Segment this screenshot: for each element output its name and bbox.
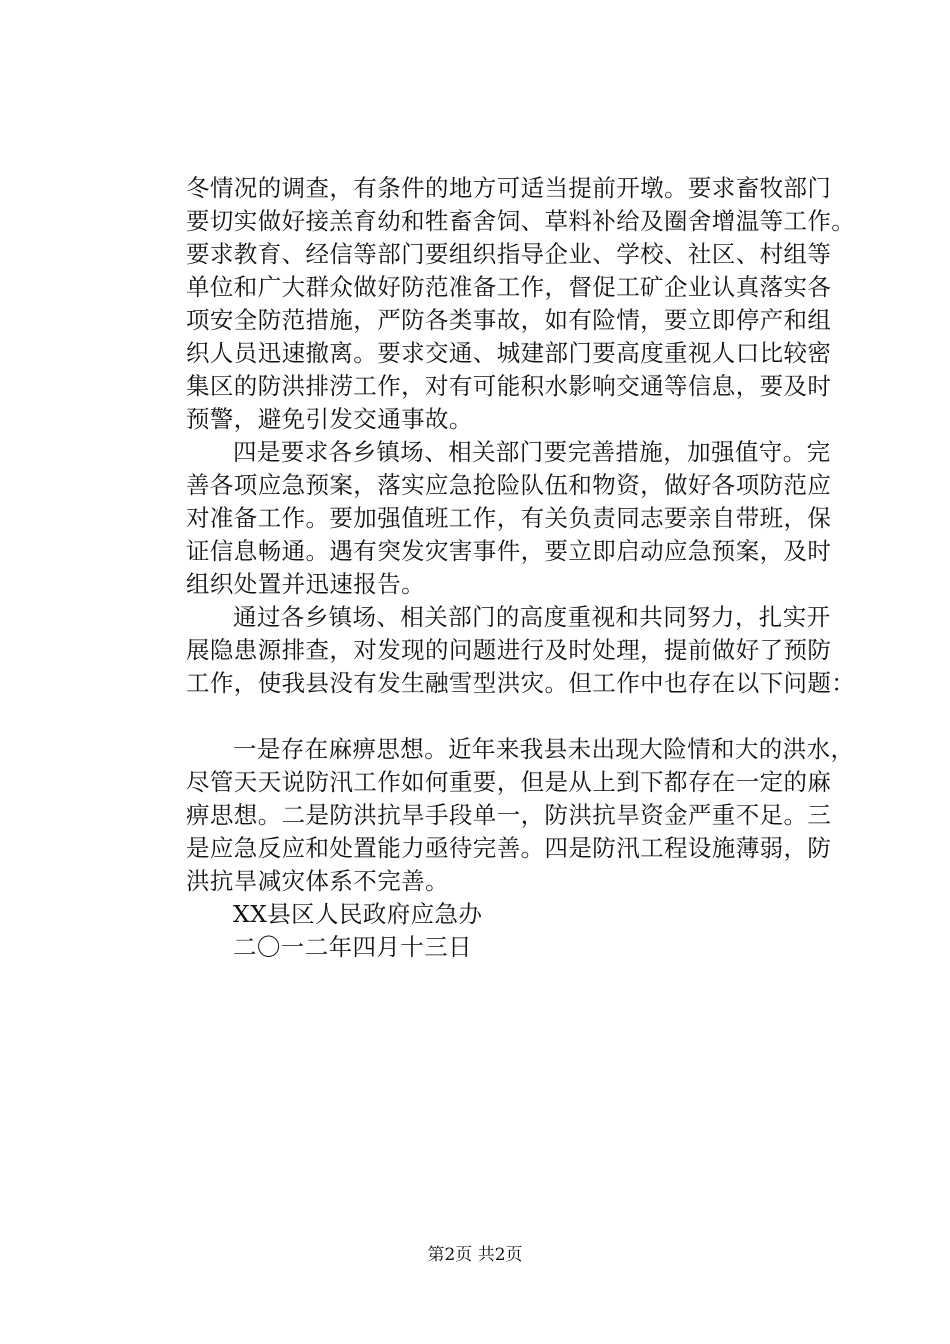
text-line: 冬情况的调查，有条件的地方可适当提前开墩。要求畜牧部门 [186,174,832,202]
text-line: 组织处置并迅速报告。 [186,570,425,598]
text-line: 痹思想。二是防洪抗旱手段单一，防洪抗旱资金严重不足。三 [186,801,832,829]
paragraph-p2 [186,436,832,601]
signature-organization: XX县区人民政府应急办 [233,900,483,928]
text-line: 通过各乡镇场、相关部门的高度重视和共同努力，扎实开 [233,603,831,631]
text-line: 对准备工作。要加强值班工作，有关负责同志要亲自带班，保 [186,504,832,532]
text-line: 要切实做好接羔育幼和牲畜舍饲、草料补给及圈舍增温等工作。 [186,207,856,235]
text-line: 洪抗旱减灾体系不完善。 [186,867,449,895]
text-line: 集区的防洪排涝工作，对有可能积水影响交通等信息，要及时 [186,372,832,400]
text-line: 尽管天天说防汛工作如何重要，但是从上到下都存在一定的麻 [186,768,832,796]
text-line: 四是要求各乡镇场、相关部门要完善措施，加强值守。完 [233,438,831,466]
text-line: 工作，使我县没有发生融雪型洪灾。但工作中也存在以下问题： [186,669,856,697]
paragraph-gap [186,700,822,733]
page-footer: 第2页 共2页 [427,1245,523,1265]
text-line: 单位和广大群众做好防范准备工作，督促工矿企业认真落实各 [186,273,832,301]
text-line: 要求教育、经信等部门要组织指导企业、学校、社区、村组等 [186,240,832,268]
text-line: 项安全防范措施，严防各类事故，如有险情，要立即停产和组 [186,306,832,334]
paragraph-p4 [186,733,855,898]
text-line: 善各项应急预案，落实应急抢险队伍和物资，做好各项防范应 [186,471,832,499]
text-line: 是应急反应和处置能力亟待完善。四是防汛工程设施薄弱，防 [186,834,832,862]
text-line: 一是存在麻痹思想。近年来我县未出现大险情和大的洪水， [233,735,855,763]
text-line: 证信息畅通。遇有突发灾害事件，要立即启动应急预案，及时 [186,537,832,565]
paragraph-p1 [186,172,856,436]
text-line: 织人员迅速撤离。要求交通、城建部门要高度重视人口比较密 [186,339,832,367]
paragraph-p3 [186,601,856,700]
text-line: 展隐患源排查，对发现的问题进行及时处理，提前做好了预防 [186,636,832,664]
text-line: 预警，避免引发交通事故。 [186,405,473,433]
document-body [186,172,856,964]
signature-date: 二〇一二年四月十三日 [233,933,472,961]
